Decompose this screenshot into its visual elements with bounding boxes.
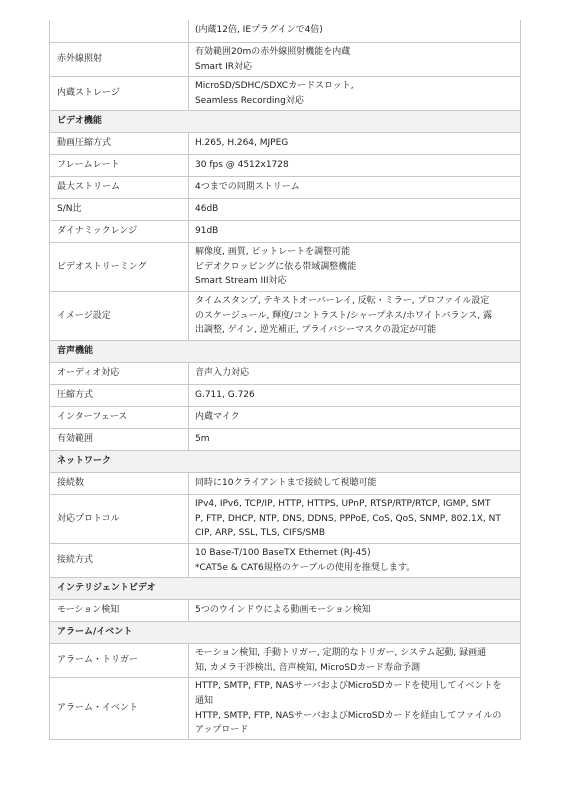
table-row: [50, 678, 521, 740]
spec-label: オーディオ対応: [50, 363, 189, 385]
table-row: [50, 644, 521, 678]
table-row: [50, 363, 521, 385]
spec-label: ビデオストリーミング: [50, 243, 189, 292]
section-title: 音声機能: [50, 341, 521, 363]
spec-value: 5つのウインドウによる動画モーション検知: [189, 600, 521, 622]
spec-label: モーション検知: [50, 600, 189, 622]
spec-label: 接続数: [50, 473, 189, 495]
table-row: [50, 221, 521, 243]
spec-table: [49, 20, 521, 740]
spec-value: 4つまでの同期ストリーム: [189, 177, 521, 199]
spec-value: 46dB: [189, 199, 521, 221]
table-row: [50, 429, 521, 451]
table-row: [50, 199, 521, 221]
table-row: [50, 243, 521, 292]
spec-value: 音声入力対応: [189, 363, 521, 385]
spec-value: 有効範囲20mの赤外線照射機能を内蔵 Smart IR対応: [189, 43, 521, 77]
section-header-row: [50, 578, 521, 600]
spec-label: アラーム・イベント: [50, 678, 189, 740]
table-row: [50, 43, 521, 77]
spec-value: モーション検知, 手動トリガー, 定期的なトリガー, システム起動, 録画通 知, カメラ干渉検出, 音声検知, MicroSDカード寿命予測: [189, 644, 521, 678]
spec-label: 動画圧縮方式: [50, 133, 189, 155]
spec-label: 最大ストリーム: [50, 177, 189, 199]
table-row: [50, 292, 521, 341]
spec-label: アラーム・トリガー: [50, 644, 189, 678]
table-row: [50, 20, 521, 43]
spec-value: 内蔵マイク: [189, 407, 521, 429]
spec-value: 10 Base-T/100 BaseTX Ethernet (RJ-45) *CAT5e & CAT6規格のケーブルの使用を推奨します。: [189, 544, 521, 578]
spec-table-container: [49, 20, 521, 740]
spec-value: MicroSD/SDHC/SDXCカードスロット, Seamless Recording対応: [189, 77, 521, 111]
section-title: インテリジェントビデオ: [50, 578, 521, 600]
spec-label: インターフェース: [50, 407, 189, 429]
spec-value: タイムスタンプ, テキストオーバーレイ, 反転・ミラー, プロファイル設定 のスケージュール, 輝度/コントラスト/シャープネス/ホワイトバランス, 露 出調整, ゲイン, 逆光補正, プライバシーマスクの設定が可能: [189, 292, 521, 341]
spec-value: 5m: [189, 429, 521, 451]
section-title: ビデオ機能: [50, 111, 521, 133]
spec-value: 同時に10クライアントまで接続して視聴可能: [189, 473, 521, 495]
spec-value: HTTP, SMTP, FTP, NASサーバおよびMicroSDカードを使用してイベントを 通知 HTTP, SMTP, FTP, NASサーバおよびMicroSDカードを経由してファイルの アップロード: [189, 678, 521, 740]
section-header-row: [50, 111, 521, 133]
section-header-row: [50, 451, 521, 473]
spec-label: 圧縮方式: [50, 385, 189, 407]
spec-label: 内蔵ストレージ: [50, 77, 189, 111]
spec-value: IPv4, IPv6, TCP/IP, HTTP, HTTPS, UPnP, RTSP/RTP/RTCP, IGMP, SMT P, FTP, DHCP, NTP, DNS, DDNS, PPPoE, CoS, QoS, SNMP, 802.1X, NT CIP, ARP, SSL, TLS, CIFS/SMB: [189, 495, 521, 544]
spec-label: [50, 20, 189, 43]
spec-label: ダイナミックレンジ: [50, 221, 189, 243]
spec-value: G.711, G.726: [189, 385, 521, 407]
section-title: ネットワーク: [50, 451, 521, 473]
spec-label: 接続方式: [50, 544, 189, 578]
section-title: アラーム/イベント: [50, 622, 521, 644]
spec-value: H.265, H.264, MJPEG: [189, 133, 521, 155]
table-row: [50, 385, 521, 407]
table-row: [50, 407, 521, 429]
section-header-row: [50, 622, 521, 644]
spec-label: 赤外線照射: [50, 43, 189, 77]
spec-label: 有効範囲: [50, 429, 189, 451]
table-row: [50, 495, 521, 544]
table-row: [50, 544, 521, 578]
spec-value: 30 fps @ 4512x1728: [189, 155, 521, 177]
table-row: [50, 155, 521, 177]
table-row: [50, 473, 521, 495]
spec-label: フレームレート: [50, 155, 189, 177]
table-row: [50, 77, 521, 111]
spec-value: (内蔵12倍, IEプラグインで4倍): [189, 20, 521, 43]
section-header-row: [50, 341, 521, 363]
table-row: [50, 177, 521, 199]
table-row: [50, 600, 521, 622]
table-row: [50, 133, 521, 155]
spec-label: S/N比: [50, 199, 189, 221]
spec-label: 対応プロトコル: [50, 495, 189, 544]
spec-label: イメージ設定: [50, 292, 189, 341]
spec-value: 解像度, 画質, ビットレートを調整可能 ビデオクロッピングに依る帯域調整機能 Smart Stream III対応: [189, 243, 521, 292]
spec-value: 91dB: [189, 221, 521, 243]
